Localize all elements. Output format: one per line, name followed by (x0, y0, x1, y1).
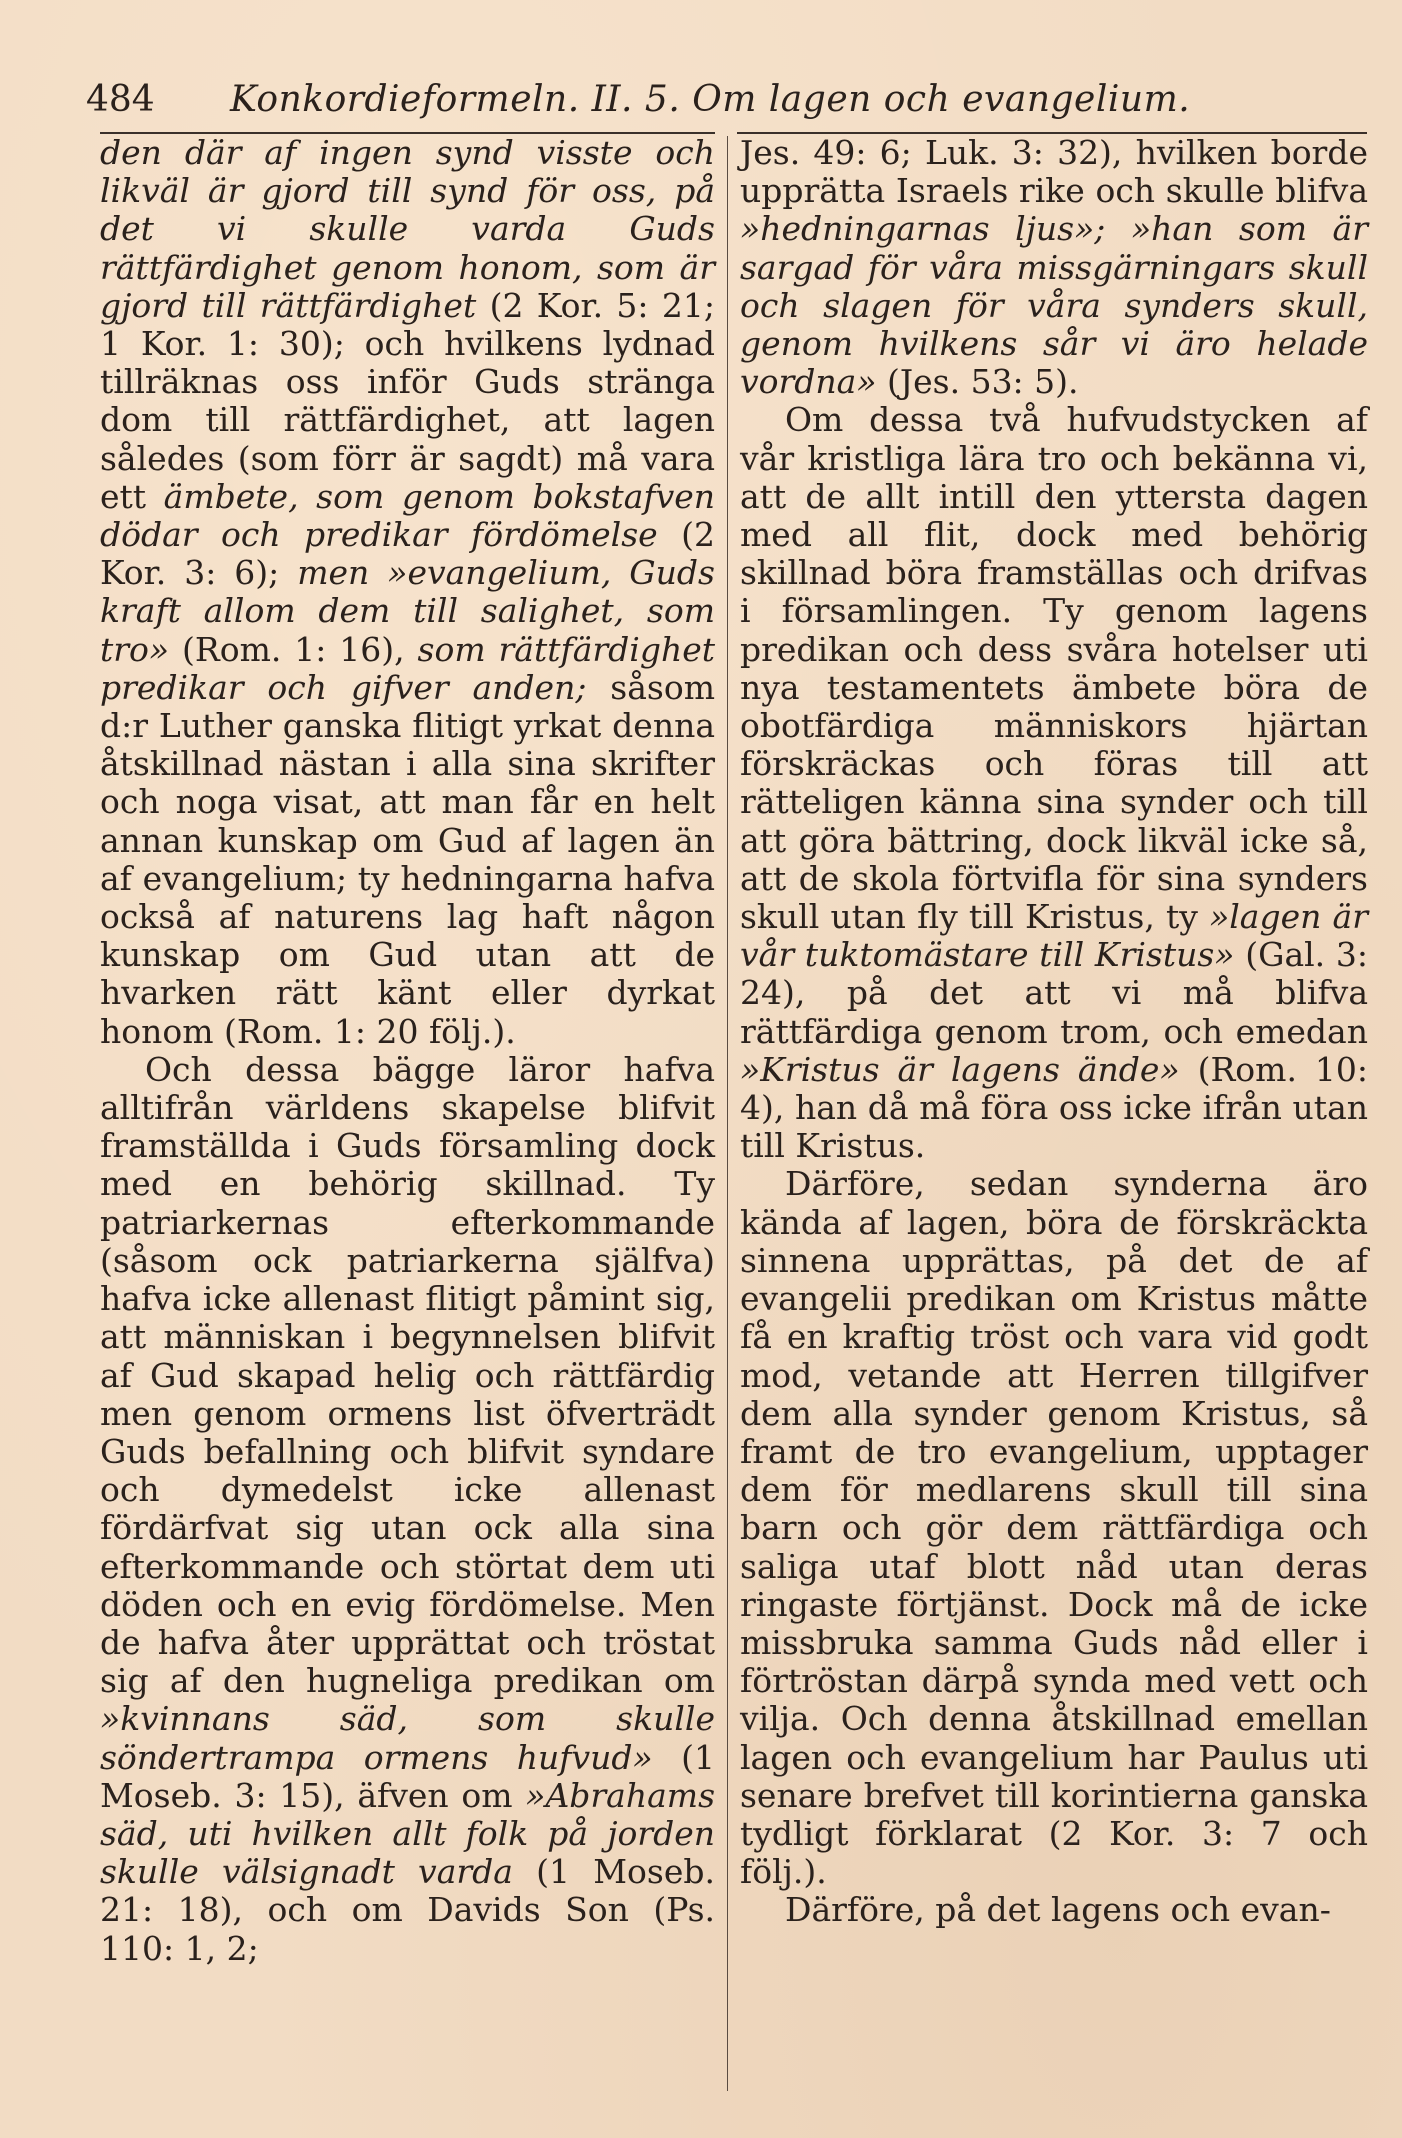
paragraph (740, 1165, 1368, 1891)
italic-text-run: den där af ingen synd visste och likväl är gjord till synd för oss, på det vi skulle varda Guds rättfärdighet genom honom, som är gjord till rättfärdighet (100, 133, 715, 325)
right-column (740, 134, 1368, 1930)
text-run: (Jes. 53: 5). (876, 362, 1079, 402)
paragraph (100, 1051, 715, 1968)
text-run: (1 Moseb. 3: 15), äfven om (100, 1737, 715, 1815)
running-header (82, 70, 1342, 130)
text-run: (Gal. 3: 24), på det att vi må blifva rättfärdiga genom trom, och emedan (740, 935, 1368, 1051)
paragraph (740, 401, 1368, 1165)
left-column (100, 134, 715, 1968)
text-run: (Rom. 10: 4), han då må föra oss icke ifrån utan till Kristus. (740, 1049, 1368, 1166)
column-divider (727, 136, 728, 2091)
page-number: 484 (86, 79, 155, 120)
italic-text-run: »Abrahams säd, uti hvilken allt folk på jorden skulle välsignadt varda (100, 1775, 715, 1892)
text-run: Och dessa bägge läror hafva alltifrån världens skapelse blifvit framställda i Guds församling dock med en behörig skillnad. Ty patriarkernas efterkommande (såsom ock patriarkerna själfva) hafva icke allenast flitigt påmint sig, att människan i begynnelsen blifvit af Gud skapad helig och rättfärdig men genom ormens list öfverträdt Guds befallning och blifvit syndare och dymedelst icke allenast fördärfvat sig utan ock alla sina efterkommande och störtat dem uti döden och en evig fördömelse. Men de hafva åter upprättat och tröstat sig af den hugneliga predikan om (100, 1049, 715, 1701)
paragraph (740, 134, 1368, 401)
italic-text-run: »kvinnans säd, som skulle söndertrampa ormens hufvud» (100, 1699, 715, 1777)
italic-text-run: men »evangelium, Guds kraft allom dem till salighet, som tro» (100, 553, 715, 669)
text-run: Om dessa två hufvudstycken af vår kristliga lära tro och bekänna vi, att de allt intill den yttersta dagen med all flit, dock med behörig skillnad böra framställas och drifvas i församlingen. Ty genom lagens predikan och dess svåra hotelser uti nya testamentets ämbete böra de obotfärdiga människors hjärtan förskräckas och föras till att rätteligen känna sina synder och till att göra bättring, dock likväl icke så, att de skola förtvifla för sina synders skull utan fly till Kristus, ty (740, 400, 1368, 937)
running-title: Konkordieformeln. II. 5. Om lagen och evangelium. (230, 79, 1191, 120)
text-run: (2 Kor. 5: 21; 1 Kor. 1: 30); och hvilkens lydnad tillräknas oss inför Guds stränga dom till rättfärdighet, att lagen således (som förr är sagdt) må vara ett (100, 285, 715, 516)
paragraph (740, 1891, 1368, 1929)
italic-text-run: ämbete, som genom bokstafven dödar och predikar fördömelse (100, 476, 716, 555)
paragraph (100, 134, 715, 1051)
text-run: Därföre, på det lagens och evan- (785, 1890, 1331, 1930)
text-run: (Rom. 1: 16), (169, 629, 418, 669)
text-run: (1 Moseb. 21: 18), och om Davids Son (Ps. 110: 1, 2; (100, 1852, 715, 1968)
text-run: såsom d:r Luther ganska flitigt yrkat denna åtskillnad nästan i alla sina skrifter och noga visat, att man får en helt annan kunskap om Gud af lagen än af evangelium; ty hedningarna hafva också af naturens lag haft någon kunskap om Gud utan att de hvarken rätt känt eller dyrkat honom (Rom. 1: 20 följ.). (100, 667, 715, 1051)
italic-text-run: som rättfärdighet predikar och gifver anden; (100, 629, 715, 707)
italic-text-run: »Kristus är lagens ände» (740, 1049, 1180, 1089)
italic-text-run: »lagen är vår tuktomästare till Kristus» (740, 897, 1369, 975)
text-run: Därföre, sedan synderna äro kända af lagen, böra de förskräckta sinnena upprättas, på det de af evangelii predikan om Kristus måtte få en kraftig tröst och vara vid godt mod, vetande att Herren tillgifver dem alla synder genom Kristus, så framt de tro evangelium, upptager dem för medlarens skull till sina barn och gör dem rättfärdiga och saliga utaf blott nåd utan deras ringaste förtjänst. Dock må de icke missbruka samma Guds nåd eller i förtröstan därpå synda med vett och vilja. Och denna åtskillnad emellan lagen och evangelium har Paulus uti senare brefvet till korintierna ganska tydligt förklarat (2 Kor. 3: 7 och följ.). (740, 1164, 1368, 1892)
text-run: (2 Kor. 3: 6); (100, 515, 715, 593)
italic-text-run: »hedningarnas ljus»; »han som är sargad för våra missgärningars skull och slagen för våra synders skull, genom hvilkens sår vi äro helade vordna» (740, 209, 1368, 402)
text-run: Jes. 49: 6; Luk. 3: 32), hvilken borde upprätta Israels rike och skulle blifva (740, 133, 1368, 211)
